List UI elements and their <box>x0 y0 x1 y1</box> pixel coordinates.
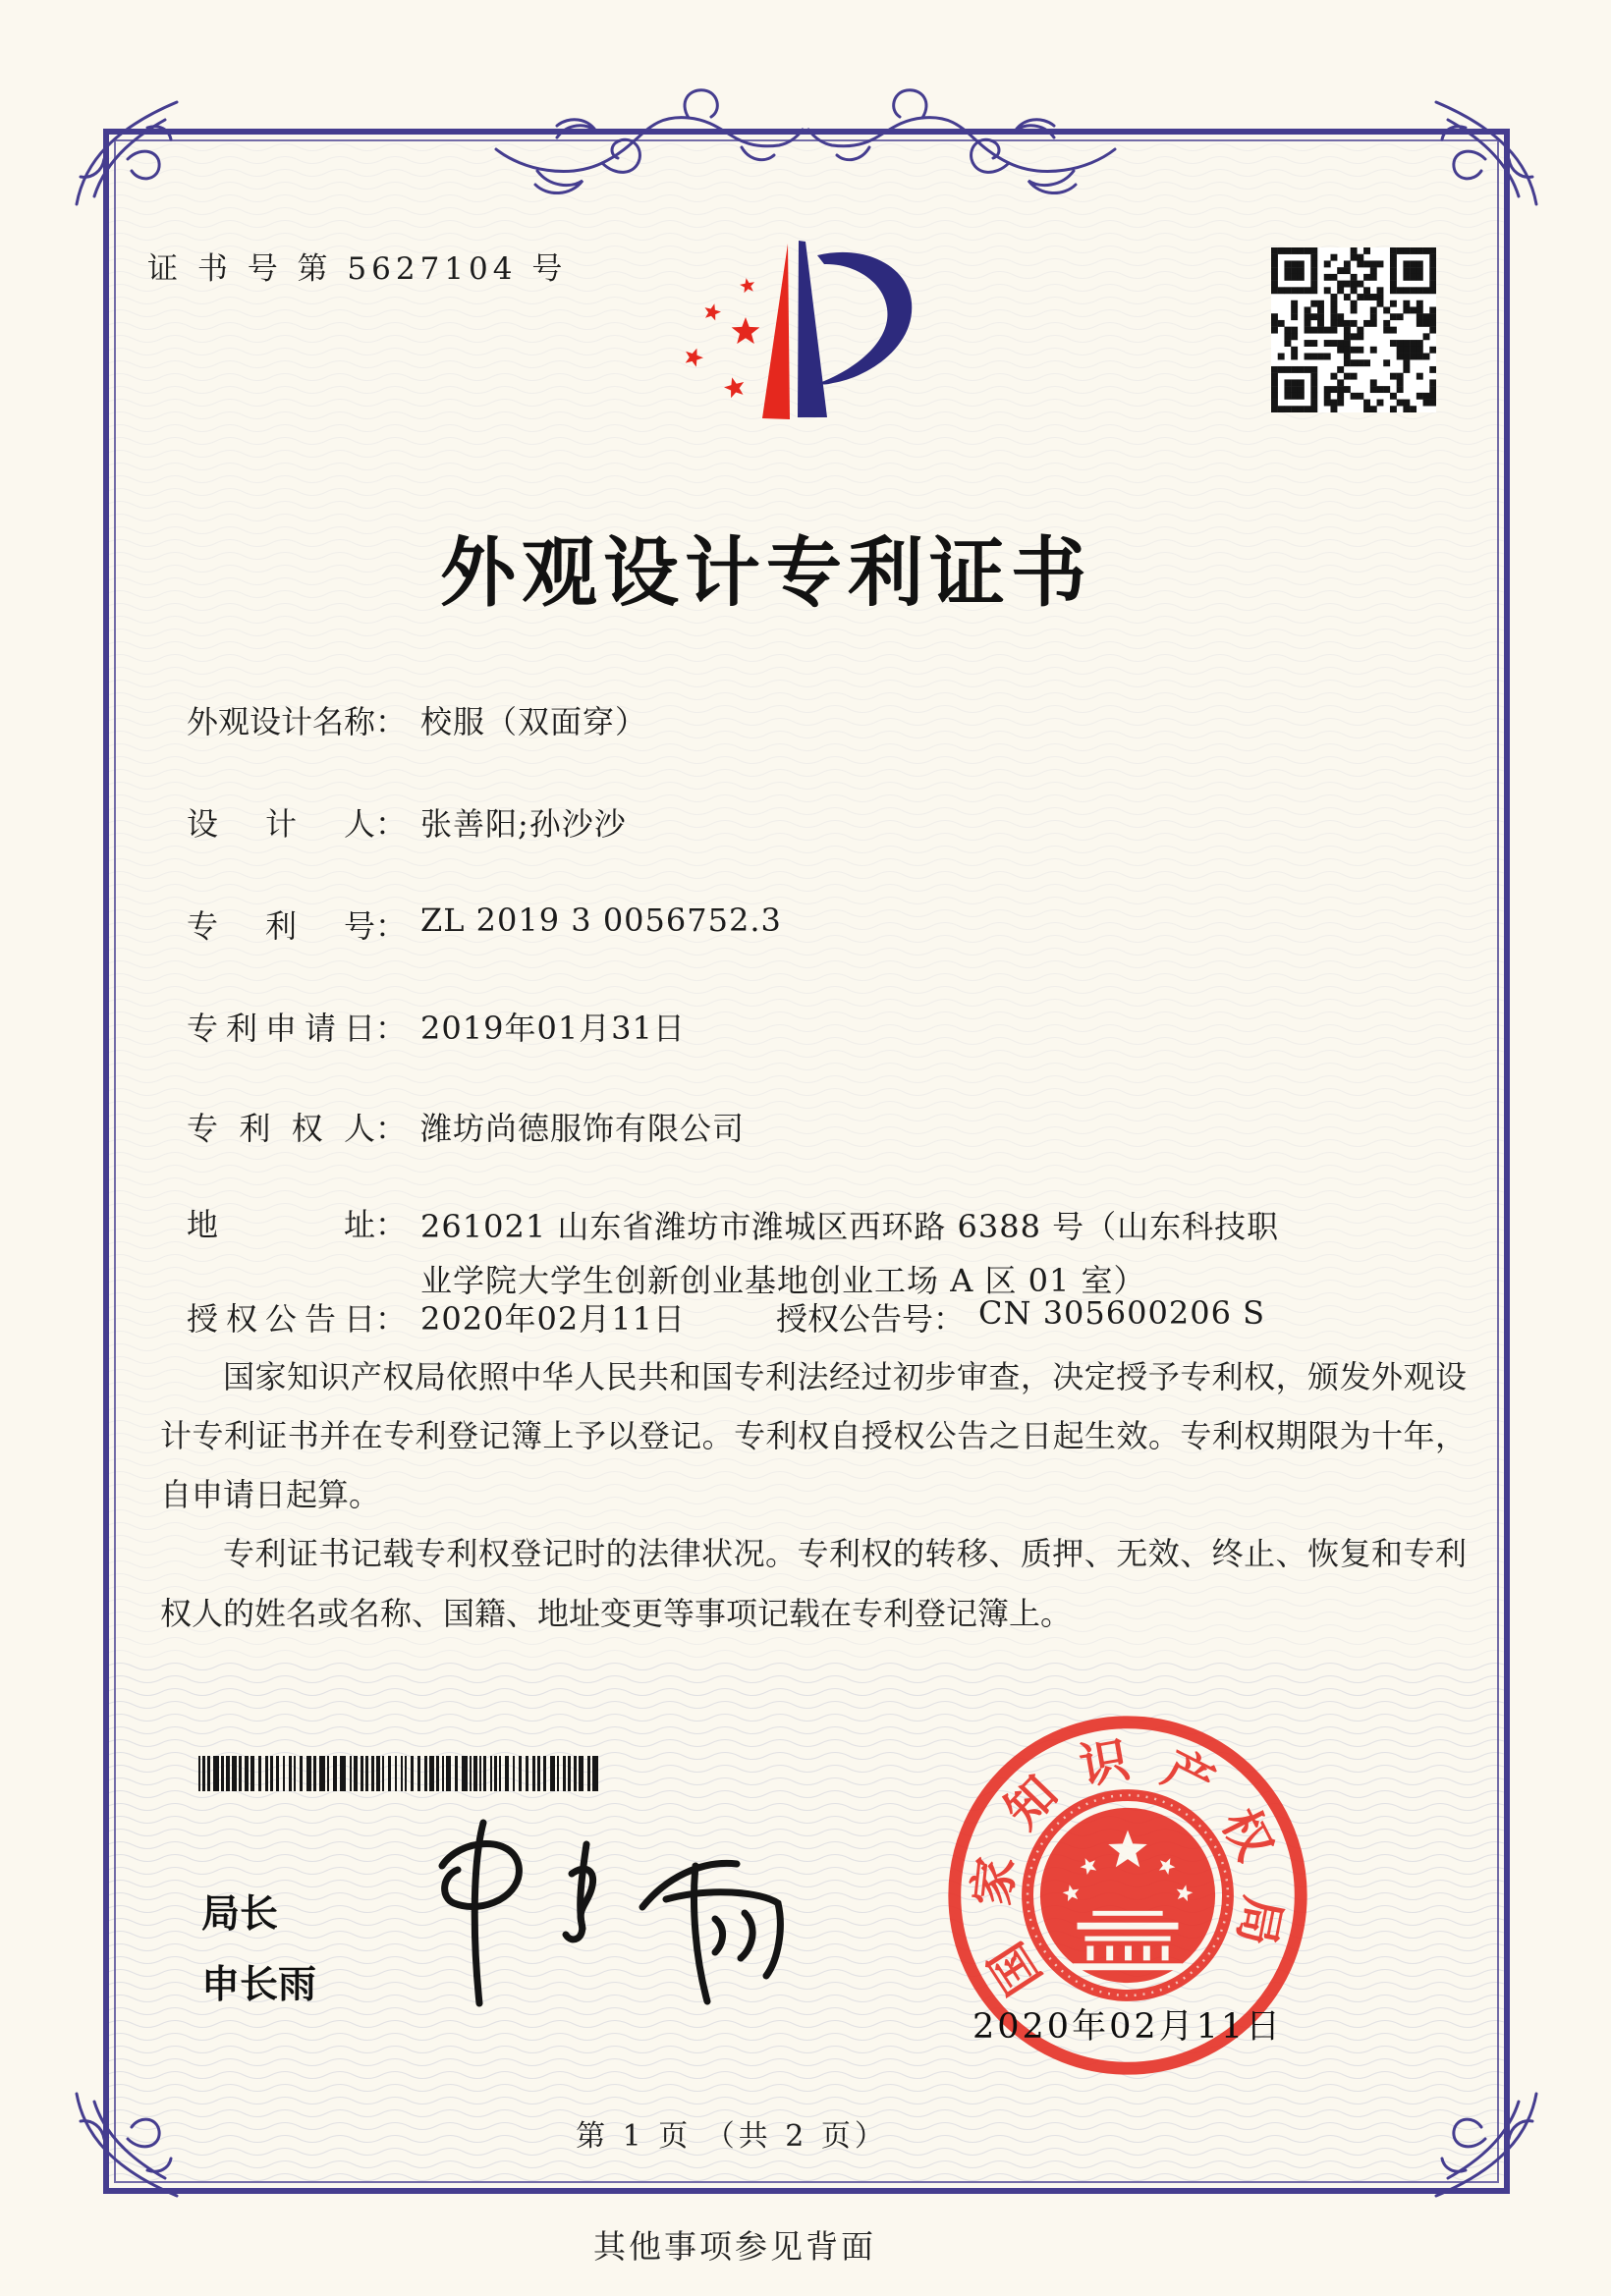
svg-text:识: 识 <box>1075 1730 1134 1796</box>
field-label: 专利权人 <box>187 1110 375 1147</box>
field-label: 外观设计名称 <box>187 703 376 740</box>
svg-text:知: 知 <box>993 1765 1069 1840</box>
signer-name: 申长雨 <box>201 1963 317 2007</box>
page-number: 第 1 页 （共 2 页） <box>576 2119 888 2154</box>
field-label: 设计人 <box>187 805 375 843</box>
field-designer: 设计人 ： 张善阳;孙沙沙 <box>187 799 627 845</box>
signer-title: 局长 <box>201 1892 279 1937</box>
field-value: ZL 2019 3 0056752.3 <box>420 902 782 939</box>
cnipa-logo-icon <box>634 208 987 462</box>
certificate-number: 证 书 号 第 5627104 号 <box>147 251 568 287</box>
legal-text-block <box>160 1347 1467 1643</box>
director-signature-icon <box>385 1809 837 2015</box>
grant-date-value: 2020年02月11日 <box>420 1300 686 1338</box>
field-label: 地址 <box>187 1206 375 1243</box>
certificate-title: 外观设计专利证书 <box>440 529 1092 618</box>
field-application-date: 专利申请日 ： 2019年01月31日 <box>187 1004 686 1049</box>
field-value: 潍坊尚德服饰有限公司 <box>420 1110 746 1147</box>
grant-number-value: CN 305600206 S <box>978 1294 1266 1332</box>
field-grant-number: 授权公告号 ： CN 305600206 S <box>776 1294 1266 1338</box>
svg-text:产: 产 <box>1153 1739 1224 1813</box>
seal-national-emblem <box>1028 1795 1228 1995</box>
logo-blue-bar <box>798 241 827 417</box>
field-grant-row: 授权公告日 ： 2020年02月11日 授权公告号 ： CN 305600206 S <box>187 1294 1266 1338</box>
seal-date: 2020年02月11日 <box>972 2007 1284 2047</box>
field-label: 专利号 <box>187 907 375 945</box>
legal-paragraph-1: 国家知识产权局依照中华人民共和国专利法经过初步审查，决定授予专利权，颁发外观设计专利证书并在专利登记簿上予以登记。专利权自授权公告之日起生效。专利权期限为十年，自申请日起算。 <box>160 1358 1467 1514</box>
logo-blue-p-bowl <box>817 252 912 385</box>
svg-text:国: 国 <box>977 1932 1053 2005</box>
barcode <box>198 1756 599 1791</box>
svg-text:局: 局 <box>1226 1891 1293 1950</box>
field-patent-number: 专利号 ： ZL 2019 3 0056752.3 <box>187 902 782 945</box>
field-design-name: 外观设计名称 ： 校服（双面穿） <box>187 697 647 742</box>
svg-text:家: 家 <box>963 1854 1026 1909</box>
field-value: 261021 山东省潍坊市潍城区西环路 6388 号（山东科技职业学院大学生创新创业基地创业工场 A 区 01 室） <box>420 1208 1280 1300</box>
field-value: 2019年01月31日 <box>420 1010 686 1047</box>
svg-text:权: 权 <box>1210 1799 1284 1870</box>
legal-paragraph-2: 专利证书记载专利权登记时的法律状况。专利权的转移、质押、无效、终止、恢复和专利权人的姓名或名称、国籍、地址变更等事项记载在专利登记簿上。 <box>160 1535 1467 1632</box>
qr-code <box>1271 247 1436 412</box>
back-side-note: 其他事项参见背面 <box>593 2227 876 2266</box>
field-label: 授权公告日 <box>187 1300 375 1338</box>
field-label: 授权公告号 <box>776 1300 934 1338</box>
logo-red-wedge <box>762 244 790 419</box>
field-address: 地址 ： 261021 山东省潍坊市潍城区西环路 6388 号（山东科技职业学院大学生创新创业基地创业工场 A 区 01 室） <box>187 1200 1309 1308</box>
field-label: 专利申请日 <box>187 1010 375 1047</box>
field-value: 张善阳;孙沙沙 <box>420 805 627 843</box>
field-value: 校服（双面穿） <box>420 703 648 740</box>
field-patentee: 专利权人 ： 潍坊尚德服饰有限公司 <box>187 1104 745 1149</box>
